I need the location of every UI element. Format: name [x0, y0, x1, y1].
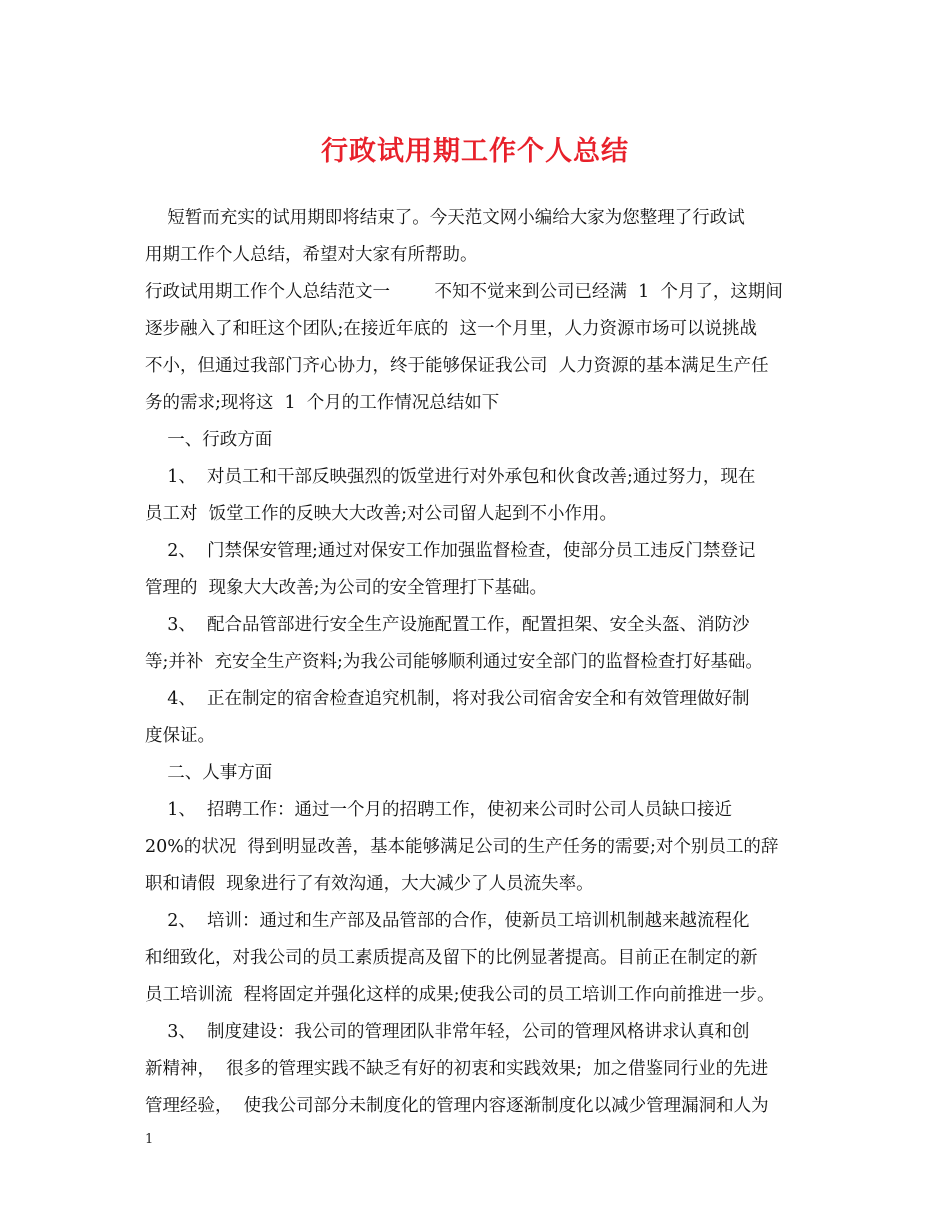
body-line: 新精神， 很多的管理实践不缺乏有好的初衷和实践效果; 加之借鉴同行业的先进 [145, 1059, 769, 1079]
page-number: 1 [145, 1132, 154, 1147]
body-line: 3、 制度建设：我公司的管理团队非常年轻，公司的管理风格讲求认真和创 [145, 1022, 750, 1042]
body-line: 行政试用期工作个人总结范文一 不知不觉来到公司已经满 1 个月了，这期间 [145, 282, 783, 302]
document-title: 行政试用期工作个人总结 [321, 136, 629, 167]
body-line: 度保证。 [145, 726, 215, 746]
body-line: 3、 配合品管部进行安全生产设施配置工作，配置担架、安全头盔、消防沙 [145, 615, 750, 635]
body-line: 不小，但通过我部门齐心协力，终于能够保证我公司 人力资源的基本满足生产任 [145, 356, 769, 376]
body-line: 2、 门禁保安管理;通过对保安工作加强监督检查，使部分员工违反门禁登记 [145, 541, 756, 561]
body-line: 职和请假 现象进行了有效沟通，大大减少了人员流失率。 [145, 874, 594, 894]
section-heading: 一、行政方面 [145, 430, 273, 450]
body-line: 务的需求;现将这 1 个月的工作情况总结如下 [145, 393, 500, 413]
body-line: 1、 招聘工作：通过一个月的招聘工作，使初来公司时公司人员缺口接近 [145, 800, 733, 820]
body-line: 管理经验， 使我公司部分未制度化的管理内容逐渐制度化以减少管理漏洞和人为 [145, 1096, 769, 1116]
body-line: 管理的 现象大大改善;为公司的安全管理打下基础。 [145, 578, 548, 598]
body-line: 逐步融入了和旺这个团队;在接近年底的 这一个月里，人力资源市场可以说挑战 [145, 319, 758, 339]
body-line: 20%的状况 得到明显改善，基本能够满足公司的生产任务的需要;对个别员工的辞 [145, 837, 779, 857]
body-line: 员工对 饭堂工作的反映大大改善;对公司留人起到不小作用。 [145, 504, 618, 524]
body-line: 4、 正在制定的宿舍检查追究机制，将对我公司宿舍安全和有效管理做好制 [145, 689, 750, 709]
body-line: 用期工作个人总结，希望对大家有所帮助。 [145, 245, 478, 265]
body-line: 和细致化，对我公司的员工素质提高及留下的比例显著提高。目前正在制定的新 [145, 948, 758, 968]
body-line: 员工培训流 程将固定并强化这样的成果;使我公司的员工培训工作向前推进一步。 [145, 985, 775, 1005]
body-line: 1、 对员工和干部反映强烈的饭堂进行对外承包和伙食改善;通过努力，现在 [145, 467, 756, 487]
section-heading: 二、人事方面 [145, 763, 273, 783]
body-line: 等;并补 充安全生产资料;为我公司能够顺利通过安全部门的监督检查打好基础。 [145, 652, 763, 672]
body-line: 2、 培训：通过和生产部及品管部的合作，使新员工培训机制越来越流程化 [145, 911, 750, 931]
document-body [145, 200, 810, 1125]
body-line: 短暂而充实的试用期即将结束了。今天范文网小编给大家为您整理了行政试 [145, 208, 745, 228]
